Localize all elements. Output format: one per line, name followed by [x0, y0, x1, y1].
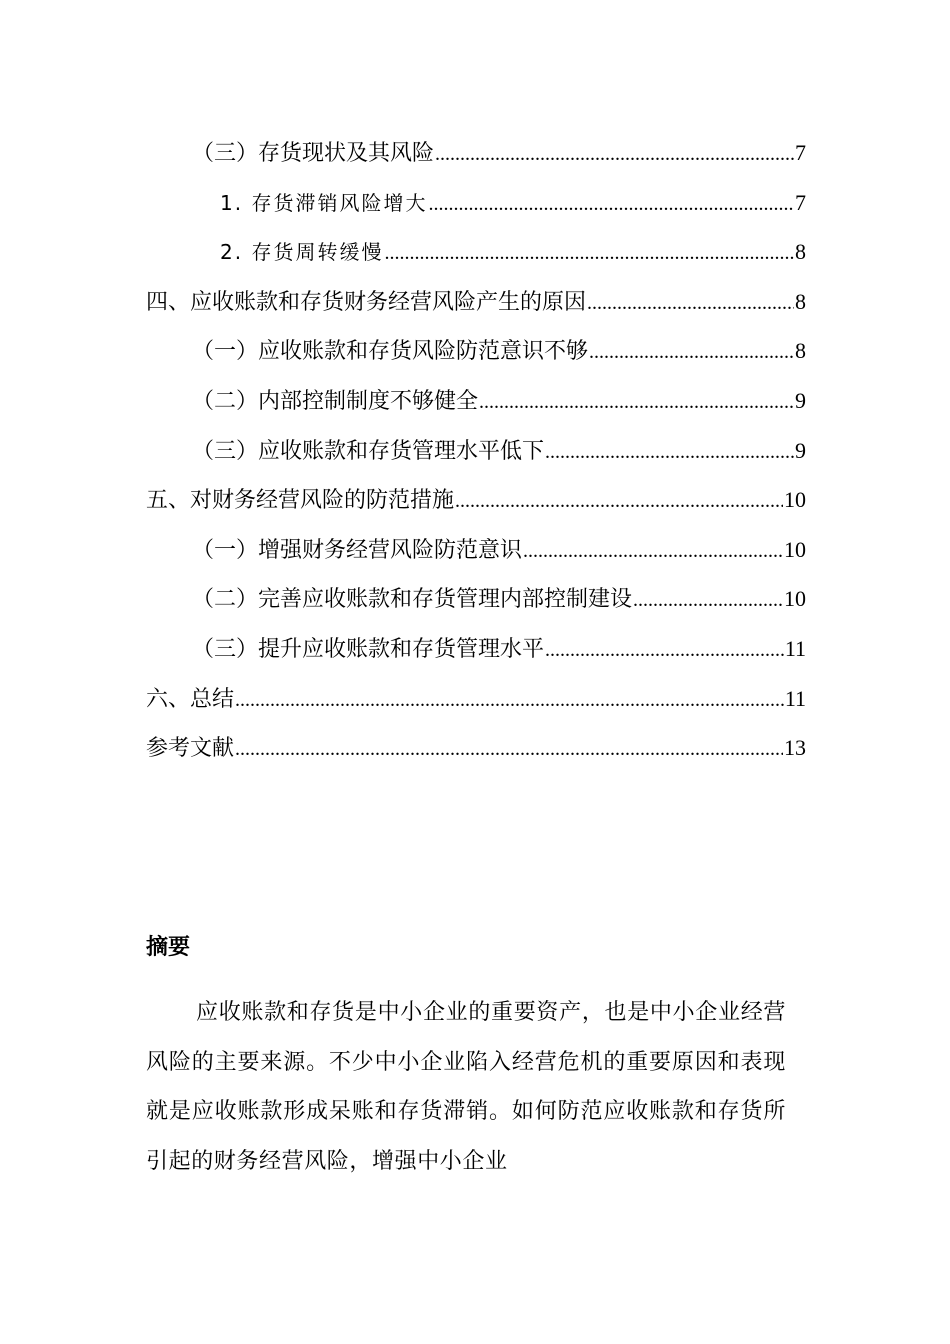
toc-entry	[146, 574, 806, 624]
abstract-heading: 摘要	[146, 935, 191, 960]
toc-entry	[146, 426, 806, 476]
toc-entry-title: （三）提升应收账款和存货管理水平	[192, 636, 545, 662]
toc-entry	[146, 723, 806, 773]
toc-entry	[146, 624, 806, 674]
toc-leader-dots	[235, 676, 784, 726]
toc-entry-page: 7	[795, 140, 806, 165]
toc-entry	[146, 376, 806, 426]
toc-entry	[146, 178, 806, 228]
toc-leader-dots	[589, 328, 794, 378]
toc-entry-page: 10	[784, 536, 806, 562]
toc-entry-title: 参考文献	[146, 736, 235, 762]
toc-entry-title: （三）存货现状及其风险	[192, 141, 435, 166]
toc-entry-page: 7	[795, 189, 806, 215]
toc-entry	[146, 227, 806, 277]
toc-entry-page: 11	[784, 685, 806, 711]
toc-entry-title: （二）完善应收账款和存货管理内部控制建设	[192, 587, 633, 613]
toc-entry-title: 五、对财务经营风险的防范措施	[146, 488, 455, 514]
toc-leader-dots	[633, 576, 783, 626]
toc-entry	[146, 128, 806, 178]
abstract-paragraph: 应收账款和存货是中小企业的重要资产，也是中小企业经营风险的主要来源。不少中小企业陷入经营危机的重要原因和表现就是应收账款形成呆账和存货滞销。如何防范应收账款和存货所引起的财务经营风险，增强中小企业	[146, 1000, 786, 1174]
toc-entry-title: 六、总结	[146, 686, 235, 712]
toc-leader-dots	[545, 428, 794, 478]
toc-entry-page: 11	[784, 635, 806, 661]
toc-entry-page: 8	[795, 239, 806, 265]
toc-entry-title: （三）应收账款和存货管理水平低下	[192, 438, 545, 464]
toc-entry-page: 13	[784, 735, 806, 761]
toc-entry-page: 8	[795, 338, 806, 364]
toc-leader-dots	[545, 626, 784, 676]
toc-entry	[146, 674, 806, 724]
toc-entry	[146, 326, 806, 376]
toc-entry	[146, 525, 806, 575]
toc-leader-dots	[384, 229, 794, 279]
toc-entry-title: 1. 存货滞销风险增大	[220, 190, 428, 215]
table-of-contents	[146, 128, 806, 773]
toc-leader-dots	[435, 130, 794, 180]
toc-entry-page: 8	[795, 288, 806, 314]
toc-entry	[146, 475, 806, 525]
toc-entry-page: 10	[784, 586, 806, 612]
toc-entry-page: 9	[795, 437, 806, 463]
toc-entry-title: 四、应收账款和存货财务经营风险产生的原因	[146, 289, 587, 315]
toc-entry-page: 10	[784, 487, 806, 513]
toc-leader-dots	[523, 527, 783, 577]
toc-entry-title: 2. 存货周转缓慢	[220, 240, 384, 265]
toc-entry-title: （二）内部控制制度不够健全	[192, 388, 479, 414]
toc-entry-page: 9	[795, 387, 806, 413]
toc-leader-dots	[587, 279, 794, 329]
toc-leader-dots	[479, 378, 794, 428]
toc-entry-title: （一）增强财务经营风险防范意识	[192, 537, 523, 563]
toc-leader-dots	[428, 180, 794, 230]
toc-entry-title: （一）应收账款和存货风险防范意识不够	[192, 339, 589, 365]
toc-leader-dots	[455, 477, 783, 527]
toc-entry	[146, 277, 806, 327]
toc-leader-dots	[235, 725, 783, 775]
